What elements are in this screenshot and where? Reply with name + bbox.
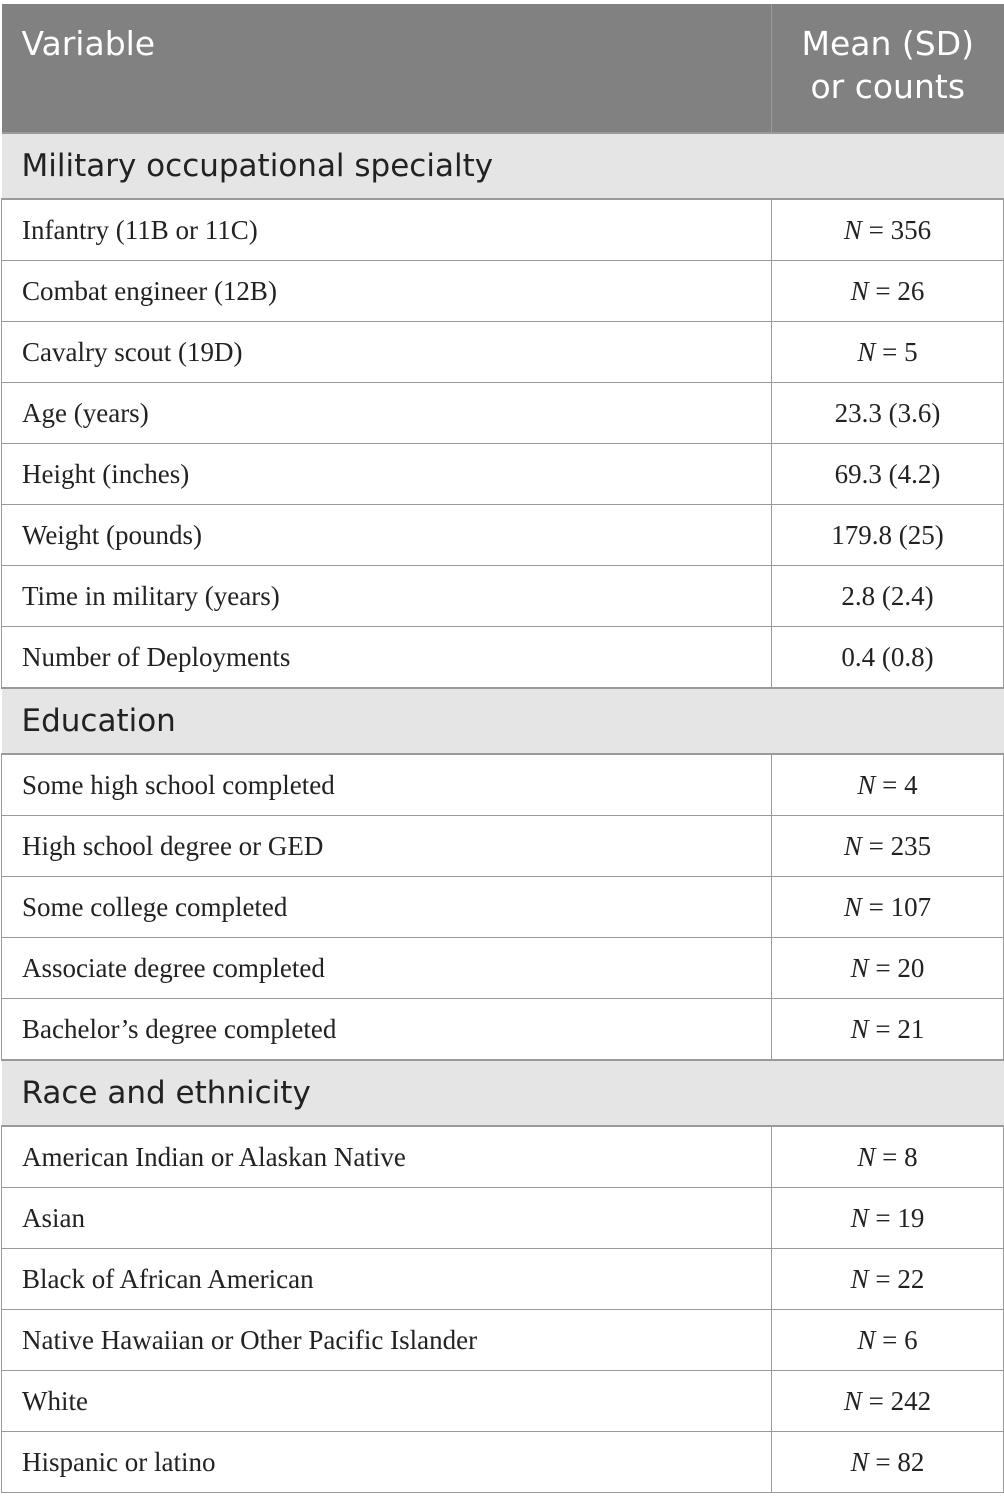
section-title: Race and ethnicity bbox=[2, 1060, 1004, 1126]
table-row bbox=[2, 877, 1004, 938]
table-row bbox=[2, 505, 1004, 566]
row-label: Time in military (years) bbox=[2, 566, 772, 627]
table-row bbox=[2, 627, 1004, 689]
row-label: Some high school completed bbox=[2, 754, 772, 816]
row-value: N = 356 bbox=[772, 199, 1004, 261]
row-label: High school degree or GED bbox=[2, 816, 772, 877]
row-value: N = 8 bbox=[772, 1126, 1004, 1188]
row-value: 0.4 (0.8) bbox=[772, 627, 1004, 689]
row-value: 2.8 (2.4) bbox=[772, 566, 1004, 627]
row-value: N = 20 bbox=[772, 938, 1004, 999]
table-row bbox=[2, 1432, 1004, 1493]
section-title: Military occupational specialty bbox=[2, 133, 1004, 199]
row-value: N = 6 bbox=[772, 1310, 1004, 1371]
row-label: Some college completed bbox=[2, 877, 772, 938]
row-value: N = 21 bbox=[772, 999, 1004, 1061]
table-row bbox=[2, 261, 1004, 322]
table-header-row bbox=[2, 4, 1004, 133]
row-value: N = 26 bbox=[772, 261, 1004, 322]
table-row bbox=[2, 816, 1004, 877]
table-row bbox=[2, 1310, 1004, 1371]
row-label: Cavalry scout (19D) bbox=[2, 322, 772, 383]
row-label: White bbox=[2, 1371, 772, 1432]
row-label: American Indian or Alaskan Native bbox=[2, 1126, 772, 1188]
row-value: 23.3 (3.6) bbox=[772, 383, 1004, 444]
header-variable: Variable bbox=[2, 4, 772, 133]
row-value: N = 242 bbox=[772, 1371, 1004, 1432]
row-value: 69.3 (4.2) bbox=[772, 444, 1004, 505]
row-label: Combat engineer (12B) bbox=[2, 261, 772, 322]
row-label: Bachelor’s degree completed bbox=[2, 999, 772, 1061]
section-header-row bbox=[2, 688, 1004, 754]
header-value-line2: or counts bbox=[810, 67, 966, 106]
section-title: Education bbox=[2, 688, 1004, 754]
table-row bbox=[2, 999, 1004, 1061]
row-value: N = 5 bbox=[772, 322, 1004, 383]
row-value: N = 4 bbox=[772, 754, 1004, 816]
row-value: N = 235 bbox=[772, 816, 1004, 877]
table-row bbox=[2, 566, 1004, 627]
row-label: Asian bbox=[2, 1188, 772, 1249]
row-value: N = 82 bbox=[772, 1432, 1004, 1493]
row-value: 179.8 (25) bbox=[772, 505, 1004, 566]
row-value: N = 107 bbox=[772, 877, 1004, 938]
table-row bbox=[2, 199, 1004, 261]
row-label: Weight (pounds) bbox=[2, 505, 772, 566]
table-body bbox=[2, 133, 1004, 1493]
row-label: Age (years) bbox=[2, 383, 772, 444]
table-row bbox=[2, 1126, 1004, 1188]
table-row bbox=[2, 444, 1004, 505]
row-label: Height (inches) bbox=[2, 444, 772, 505]
row-label: Associate degree completed bbox=[2, 938, 772, 999]
table-row bbox=[2, 1371, 1004, 1432]
demographics-table bbox=[1, 4, 1004, 1493]
header-value bbox=[772, 4, 1004, 133]
row-label: Number of Deployments bbox=[2, 627, 772, 689]
row-label: Native Hawaiian or Other Pacific Islander bbox=[2, 1310, 772, 1371]
section-header-row bbox=[2, 133, 1004, 199]
table-row bbox=[2, 754, 1004, 816]
table-row bbox=[2, 322, 1004, 383]
row-value: N = 19 bbox=[772, 1188, 1004, 1249]
header-value-line1: Mean (SD) bbox=[801, 24, 974, 63]
row-label: Infantry (11B or 11C) bbox=[2, 199, 772, 261]
row-label: Black of African American bbox=[2, 1249, 772, 1310]
table-row bbox=[2, 938, 1004, 999]
table-row bbox=[2, 1249, 1004, 1310]
table-row bbox=[2, 1188, 1004, 1249]
section-header-row bbox=[2, 1060, 1004, 1126]
row-label: Hispanic or latino bbox=[2, 1432, 772, 1493]
table-row bbox=[2, 383, 1004, 444]
row-value: N = 22 bbox=[772, 1249, 1004, 1310]
